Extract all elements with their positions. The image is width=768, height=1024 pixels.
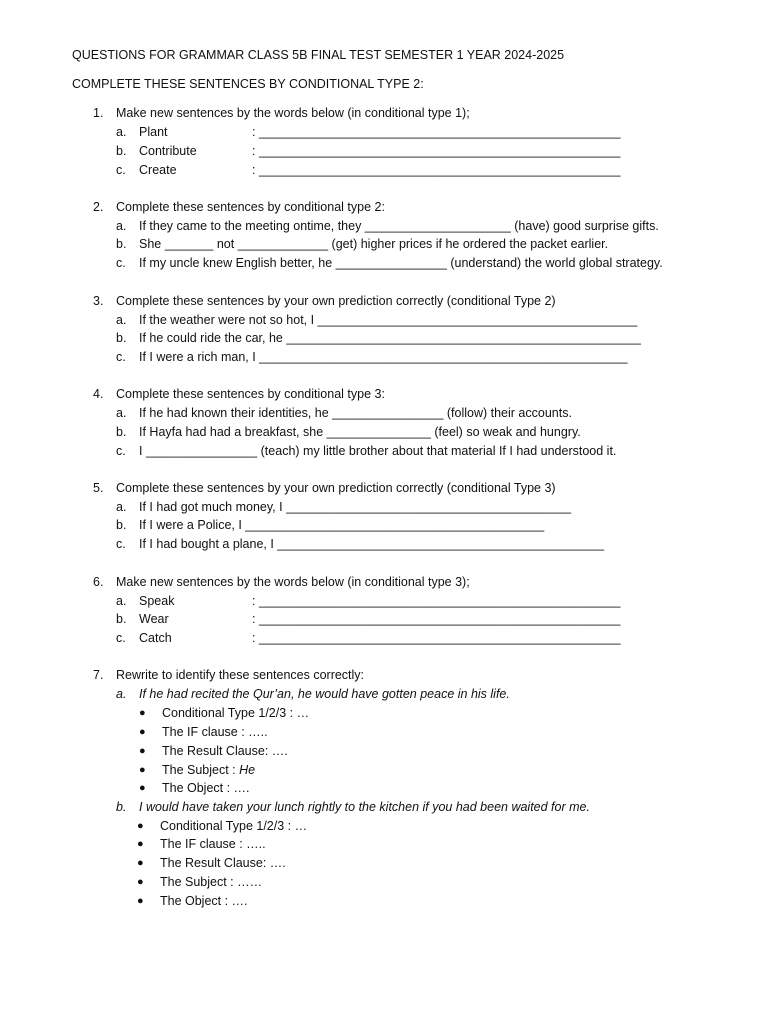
- item-letter: b.: [116, 144, 127, 158]
- bullet-icon: ●: [139, 707, 146, 719]
- item-sentence: If the weather were not so hot, I ______________________________________________: [139, 313, 638, 327]
- question-number: 3.: [93, 294, 104, 308]
- item-letter: b.: [116, 800, 127, 814]
- bullet-text: The Object : ….: [162, 781, 250, 795]
- question-text: Make new sentences by the words below (in conditional type 3);: [116, 575, 470, 589]
- question-text: Complete these sentences by your own prediction correctly (conditional Type 3): [116, 481, 556, 495]
- answer-blank: : ____________________________________________________: [252, 125, 621, 139]
- item-sentence: If Hayfa had had a breakfast, she _______________ (feel) so weak and hungry.: [139, 425, 581, 439]
- item-word: Speak: [139, 594, 175, 608]
- bullet-icon: ●: [139, 782, 146, 794]
- question-number: 5.: [93, 481, 104, 495]
- item-sentence: I ________________ (teach) my little brother about that material If I had understood it.: [139, 444, 617, 458]
- bullet-icon: ●: [137, 857, 144, 869]
- question-number: 7.: [93, 668, 104, 682]
- item-letter: b.: [116, 612, 127, 626]
- bullet-text: Conditional Type 1/2/3 : …: [160, 819, 308, 833]
- answer-blank: : ____________________________________________________: [252, 594, 621, 608]
- item-letter: c.: [116, 350, 126, 364]
- question-number: 6.: [93, 575, 104, 589]
- question-text: Rewrite to identify these sentences correctly:: [116, 668, 365, 682]
- item-letter: b.: [116, 518, 127, 532]
- item-sentence: If he had known their identities, he ________________ (follow) their accounts.: [139, 406, 572, 420]
- item-word: Catch: [139, 631, 172, 645]
- bullet-icon: ●: [137, 876, 144, 888]
- bullet-text: [162, 762, 255, 778]
- section-instruction: COMPLETE THESE SENTENCES BY CONDITIONAL TYPE 2:: [72, 77, 424, 91]
- item-letter: a.: [116, 687, 127, 701]
- item-sentence: If my uncle knew English better, he ________________ (understand) the world global strategy.: [139, 256, 663, 270]
- bullet-icon: ●: [137, 895, 144, 907]
- question-text: Complete these sentences by conditional type 3:: [116, 387, 385, 401]
- bullet-icon: ●: [139, 726, 146, 738]
- bullet-text: The Subject : ……: [160, 875, 263, 889]
- bullet-icon: ●: [139, 764, 146, 776]
- question-number: 2.: [93, 200, 104, 214]
- answer-blank: : ____________________________________________________: [252, 144, 621, 158]
- item-letter: c.: [116, 256, 126, 270]
- bullet-answer: He: [239, 763, 256, 777]
- bullet-label: The Subject :: [162, 763, 240, 777]
- answer-blank: : ____________________________________________________: [252, 163, 621, 177]
- item-letter: c.: [116, 163, 126, 177]
- bullet-icon: ●: [137, 838, 144, 850]
- item-letter: a.: [116, 594, 127, 608]
- item-letter: c.: [116, 444, 126, 458]
- answer-blank: : ____________________________________________________: [252, 612, 621, 626]
- bullet-text: The Result Clause: ….: [160, 856, 286, 870]
- bullet-text: The IF clause : …..: [162, 725, 268, 739]
- item-word: Plant: [139, 125, 168, 139]
- bullet-icon: ●: [137, 820, 144, 832]
- item-sentence: If he had recited the Qur’an, he would have gotten peace in his life.: [139, 687, 510, 701]
- item-word: Contribute: [139, 144, 197, 158]
- question-number: 1.: [93, 106, 104, 120]
- item-letter: a.: [116, 313, 127, 327]
- item-letter: c.: [116, 631, 126, 645]
- question-text: Complete these sentences by conditional type 2:: [116, 200, 385, 214]
- page-title: QUESTIONS FOR GRAMMAR CLASS 5B FINAL TEST SEMESTER 1 YEAR 2024-2025: [72, 48, 565, 62]
- question-number: 4.: [93, 387, 104, 401]
- item-letter: a.: [116, 219, 127, 233]
- bullet-text: The Object : ….: [160, 894, 248, 908]
- item-sentence: If I were a rich man, I _____________________________________________________: [139, 350, 628, 364]
- item-sentence: I would have taken your lunch rightly to the kitchen if you had been waited for me.: [139, 800, 590, 814]
- item-sentence: If I had got much money, I _________________________________________: [139, 500, 572, 514]
- item-letter: b.: [116, 425, 127, 439]
- answer-blank: : ____________________________________________________: [252, 631, 621, 645]
- item-sentence: She _______ not _____________ (get) higher prices if he ordered the packet earlier.: [139, 237, 609, 251]
- item-sentence: If I were a Police, I ___________________________________________: [139, 518, 545, 532]
- question-text: Make new sentences by the words below (in conditional type 1);: [116, 106, 470, 120]
- item-word: Wear: [139, 612, 169, 626]
- item-sentence: If I had bought a plane, I _______________________________________________: [139, 537, 605, 551]
- item-letter: a.: [116, 500, 127, 514]
- bullet-text: Conditional Type 1/2/3 : …: [162, 706, 310, 720]
- item-letter: c.: [116, 537, 126, 551]
- item-letter: a.: [116, 406, 127, 420]
- bullet-icon: ●: [139, 745, 146, 757]
- item-letter: b.: [116, 237, 127, 251]
- item-letter: a.: [116, 125, 127, 139]
- bullet-text: The IF clause : …..: [160, 837, 266, 851]
- item-word: Create: [139, 163, 177, 177]
- item-sentence: If he could ride the car, he ___________________________________________________: [139, 331, 641, 345]
- question-text: Complete these sentences by your own prediction correctly (conditional Type 2): [116, 294, 556, 308]
- item-letter: b.: [116, 331, 127, 345]
- item-sentence: If they came to the meeting ontime, they _____________________ (have) good surprise gifts.: [139, 219, 659, 233]
- bullet-text: The Result Clause: ….: [162, 744, 288, 758]
